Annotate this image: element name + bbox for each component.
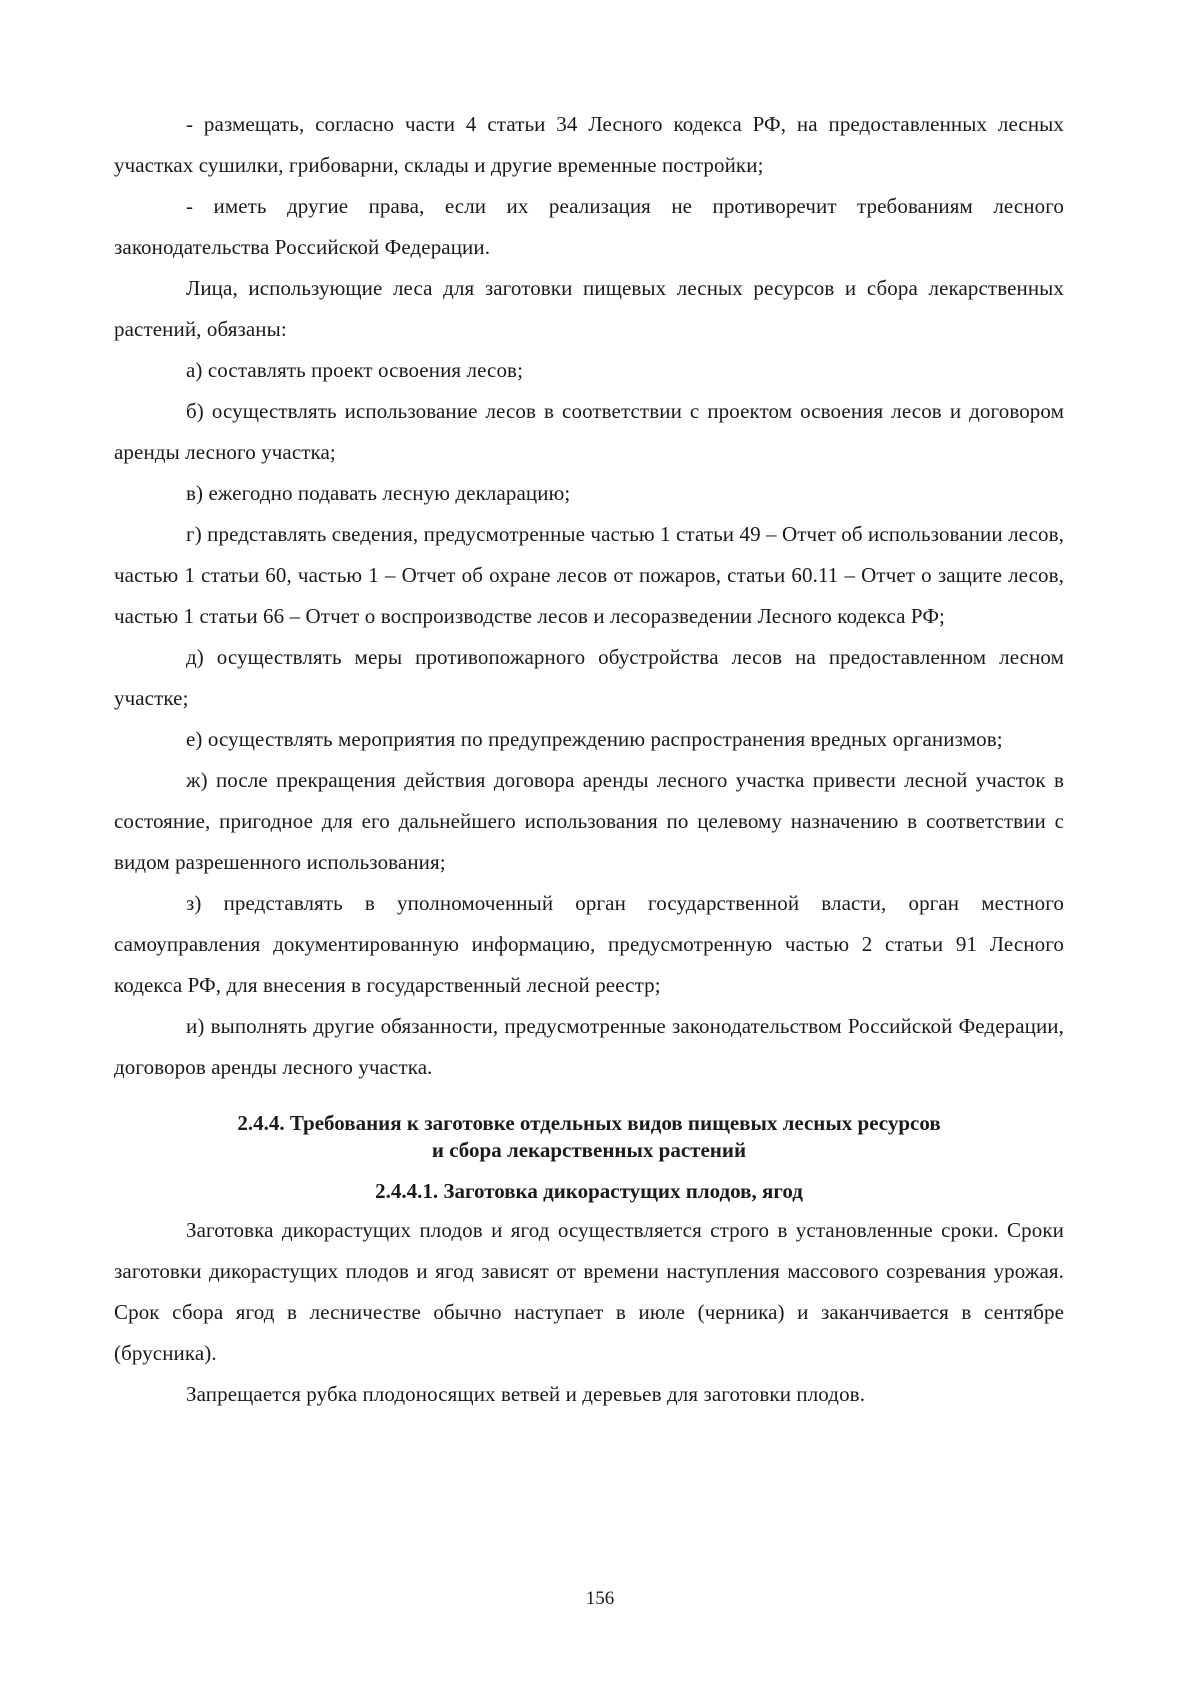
document-page <box>114 104 1064 1415</box>
section-heading-line1: 2.4.4. Требования к заготовке отдельных видов пищевых лесных ресурсов <box>237 1111 941 1135</box>
section-heading-line2: и сбора лекарственных растений <box>431 1138 747 1162</box>
paragraph-obligations-intro: Лица, использующие леса для заготовки пищевых лесных ресурсов и сбора лекарственных растений, обязаны: <box>114 276 1064 341</box>
list-item-d: д) осуществлять меры противопожарного обустройства лесов на предоставленном лесном участке; <box>114 645 1064 710</box>
paragraph-berry-terms: Заготовка дикорастущих плодов и ягод осуществляется строго в установленные сроки. Сроки заготовки дикорастущих плодов и ягод зависят от времени наступления массового созревания урожая. Срок сбора ягод в лесничестве обычно наступает в июле (черника) и заканчивается в сентябре (брусника). <box>114 1218 1064 1365</box>
section-heading <box>114 1110 1064 1164</box>
subsection-heading: 2.4.4.1. Заготовка дикорастущих плодов, ягод <box>375 1179 803 1203</box>
list-item-v: в) ежегодно подавать лесную декларацию; <box>186 481 571 505</box>
list-item-i: и) выполнять другие обязанности, предусмотренные законодательством Российской Федерации, договоров аренды лесного участка. <box>114 1014 1064 1079</box>
page-number: 156 <box>585 1588 615 1609</box>
list-item-a: а) составлять проект освоения лесов; <box>186 358 524 382</box>
paragraph-rights-buildings: - размещать, согласно части 4 статьи 34 Лесного кодекса РФ, на предоставленных лесных участках сушилки, грибоварни, склады и другие временные постройки; <box>114 112 1064 177</box>
list-item-e: е) осуществлять мероприятия по предупреждению распространения вредных организмов; <box>186 727 1003 751</box>
list-item-z: з) представлять в уполномоченный орган государственной власти, орган местного самоуправления документированную информацию, предусмотренную частью 2 статьи 91 Лесного кодекса РФ, для внесения в государственный лесной реестр; <box>114 891 1064 997</box>
list-item-zh: ж) после прекращения действия договора аренды лесного участка привести лесной участок в состояние, пригодное для его дальнейшего использования по целевому назначению в соответствии с видом разрешенного использования; <box>114 768 1064 874</box>
list-item-b: б) осуществлять использование лесов в соответствии с проектом освоения лесов и договором аренды лесного участка; <box>114 399 1064 464</box>
list-item-g: г) представлять сведения, предусмотренные частью 1 статьи 49 – Отчет об использовании лесов, частью 1 статьи 60, частью 1 – Отчет об охране лесов от пожаров, статьи 60.11 – Отчет о защите лесов, частью 1 статьи 66 – Отчет о воспроизводстве лесов и лесоразведении Лесного кодекса РФ; <box>114 522 1064 628</box>
paragraph-rights-other: - иметь другие права, если их реализация не противоречит требованиям лесного законодательства Российской Федерации. <box>114 194 1064 259</box>
paragraph-cutting-prohibited: Запрещается рубка плодоносящих ветвей и деревьев для заготовки плодов. <box>186 1382 866 1406</box>
